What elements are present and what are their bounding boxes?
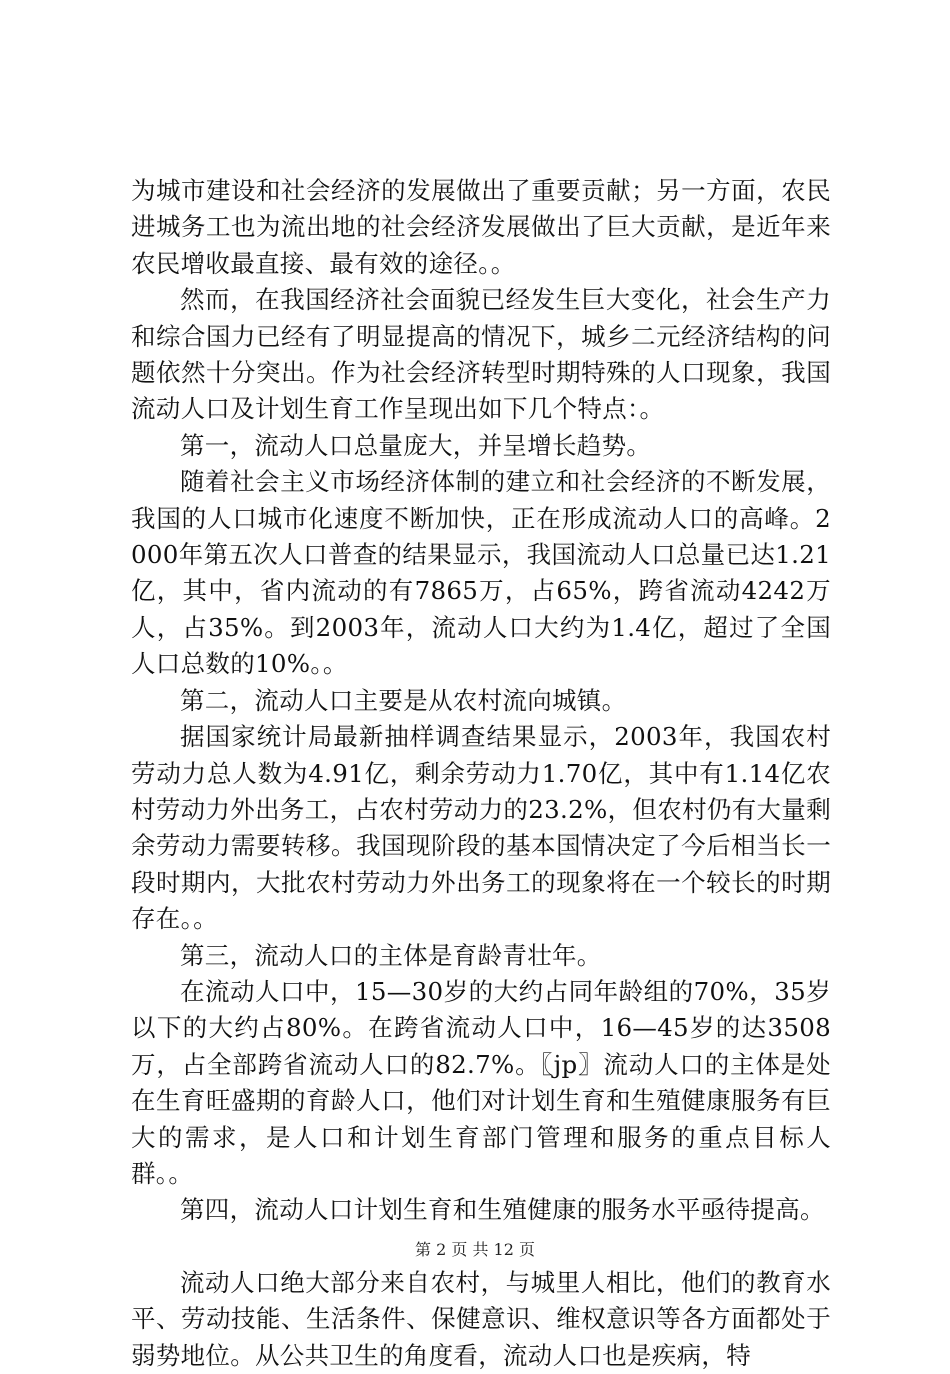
section-heading-2: 第二，流动人口主要是从农村流向城镇。 (180, 685, 627, 715)
document-body (131, 173, 831, 1374)
section-heading-4: 第四，流动人口计划生育和生殖健康的服务水平亟待提高。 (180, 1195, 825, 1225)
page-number-footer: 第 2 页 共 12 页 (415, 1240, 535, 1259)
section-heading-1: 第一，流动人口总量庞大，并呈增长趋势。 (180, 430, 652, 460)
paragraph-1: 为城市建设和社会经济的发展做出了重要贡献；另一方面，农民进城务工也为流出地的社会经济发展做出了巨大贡献，是近年来农民增收最直接、最有效的途径。。 (131, 176, 831, 278)
paragraph-2: 然而，在我国经济社会面貌已经发生巨大变化，社会生产力和综合国力已经有了明显提高的情况下，城乡二元经济结构的问题依然十分突出。作为社会经济转型时期特殊的人口现象，我国流动人口及计划生育工作呈现出如下几个特点：。 (131, 285, 831, 424)
paragraph-3: 随着社会主义市场经济体制的建立和社会经济的不断发展，我国的人口城市化速度不断加快，正在形成流动人口的高峰。2000年第五次人口普查的结果显示，我国流动人口总量已达1.21亿，其中，省内流动的有7865万，占65%，跨省流动4242万人，占35%。到2003年，流动人口大约为1.4亿，超过了全国人口总数的10%。。 (131, 467, 831, 679)
paragraph-6: 流动人口绝大部分来自农村，与城里人相比，他们的教育水平、劳动技能、生活条件、保健意识、维权意识等各方面都处于弱势地位。从公共卫生的角度看，流动人口也是疾病，特 (131, 1267, 831, 1370)
paragraph-5: 在流动人口中，15—30岁的大约占同年龄组的70%，35岁以下的大约占80%。在跨省流动人口中，16—45岁的达3508万，占全部跨省流动人口的82.7%。〖jp〗流动人口的主体是处在生育旺盛期的育龄人口，他们对计划生育和生殖健康服务有巨大的需求，是人口和计划生育部门管理和服务的重点目标人群。。 (131, 976, 831, 1188)
section-heading-3: 第三，流动人口的主体是育龄青壮年。 (180, 940, 602, 970)
paragraph-4: 据国家统计局最新抽样调查结果显示，2003年，我国农村劳动力总人数为4.91亿，剩余劳动力1.70亿，其中有1.14亿农村劳动力外出务工，占农村劳动力的23.2%，但农村仍有大量剩余劳动力需要转移。我国现阶段的基本国情决定了今后相当长一段时期内，大批农村劳动力外出务工的现象将在一个较长的时期存在。。 (131, 722, 831, 934)
